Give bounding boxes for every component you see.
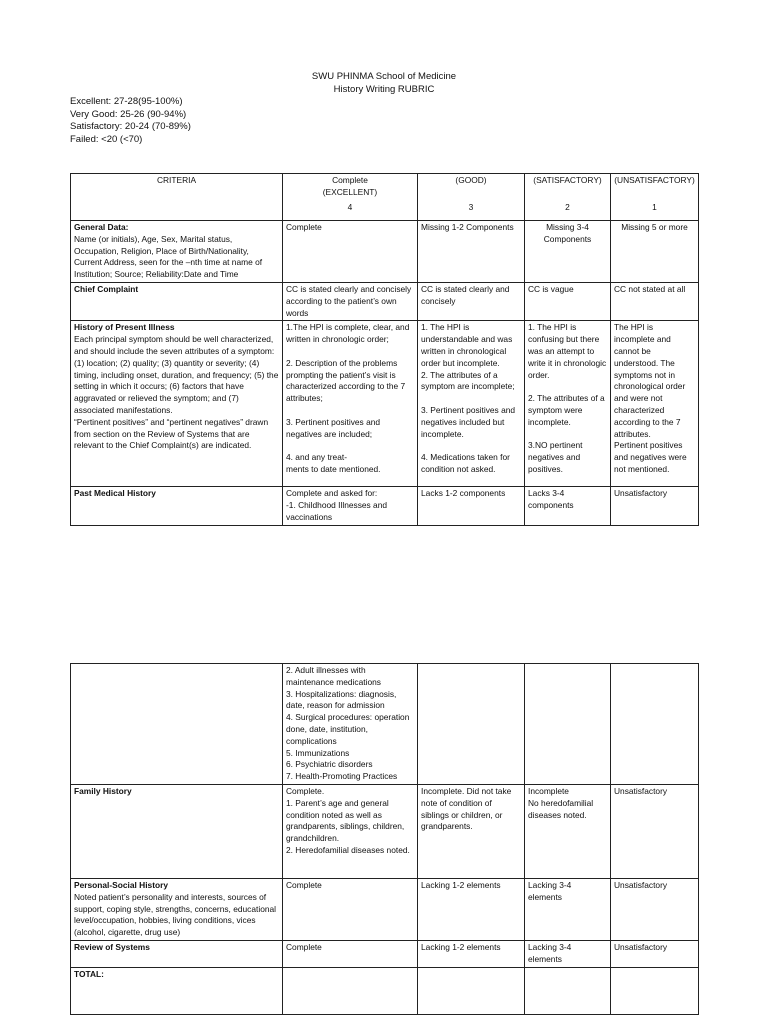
- excellent-cell: 1.The HPI is complete, clear, and written in chronologic order; 2. Description of the problems prompting the patient’s visit is characterized according to the 7 attributes; 3. Pertinent positives and negatives are included; 4. and any treat- ments to date mentioned.: [283, 321, 418, 487]
- rubric-table-page2: [70, 663, 699, 1015]
- satisfactory-cell: Missing 3-4 Components: [525, 221, 611, 283]
- excellent-cell: Complete and asked for: -1. Childhood Illnesses and vaccinations: [283, 487, 418, 525]
- unsatisfactory-cell: CC not stated at all: [611, 282, 699, 320]
- total-satisfactory-cell: [525, 967, 611, 1014]
- good-cell: Incomplete. Did not take note of condition of siblings or children, or grandparents.: [418, 784, 525, 878]
- good-cell: Lacks 1-2 components: [418, 487, 525, 525]
- satisfactory-cell: Lacking 3-4 elements: [525, 878, 611, 940]
- criteria-cell: Personal-Social History Noted patient’s personality and interests, sources of support, coping style, strengths, concerns, educational level/occupation, hobbies, living conditions, vices (alcohol, cigarette, drug use): [71, 878, 283, 940]
- excellent-cell: Complete: [283, 878, 418, 940]
- criteria-cell: Past Medical History: [71, 487, 283, 525]
- row-past-medical-history: [71, 487, 699, 525]
- good-cell: Missing 1-2 Components: [418, 221, 525, 283]
- criteria-cell: [71, 664, 283, 785]
- row-family-history: [71, 784, 699, 878]
- header-criteria: CRITERIA: [71, 174, 283, 221]
- header-satisfactory: (SATISFACTORY) 2: [525, 174, 611, 221]
- excellent-cell: CC is stated clearly and concisely according to the patient’s own words: [283, 282, 418, 320]
- unsatisfactory-cell: Unsatisfactory: [611, 487, 699, 525]
- satisfactory-cell: CC is vague: [525, 282, 611, 320]
- rubric-title: History Writing RUBRIC: [333, 84, 435, 95]
- unsatisfactory-cell: Missing 5 or more: [611, 221, 699, 283]
- row-chief-complaint: [71, 282, 699, 320]
- table-header-row: [71, 174, 699, 221]
- unsatisfactory-cell: Unsatisfactory: [611, 784, 699, 878]
- grade-failed: Failed: <20 (<70): [70, 133, 143, 145]
- criteria-cell: History of Present Illness Each principal symptom should be well characterized, and should include the seven attributes of a symptom: (1) location; (2) quality; (3) quantity or severity; (4) timing, including onset, duration, and frequency; (5) the setting in which it occurs; (6) factors that have aggravated or relieved the symptom; and (7) associated manifestations. “Pertinent positives” and “pertinent negatives” drawn from section on the Review of Systems that are relevant to the Chief Complaint(s) are indicated.: [71, 321, 283, 487]
- rubric-table-page1: [70, 173, 699, 526]
- grade-satisfactory: Satisfactory: 20-24 (70-89%): [70, 121, 191, 132]
- total-label: TOTAL:: [71, 967, 283, 1014]
- school-name: SWU PHINMA School of Medicine: [311, 71, 457, 82]
- header-unsatisfactory: (UNSATISFACTORY) 1: [611, 174, 699, 221]
- good-cell: [418, 664, 525, 785]
- row-total: [71, 967, 699, 1014]
- excellent-cell: 2. Adult illnesses with maintenance medications 3. Hospitalizations: diagnosis, date, reason for admission 4. Surgical procedures: operation done, date, institution, complications 5. Immunizations 6. Psychiatric disorders 7. Health-Promoting Practices: [283, 664, 418, 785]
- grade-excellent: Excellent: 27-28(95-100%): [70, 96, 183, 107]
- criteria-cell: General Data: Name (or initials), Age, Sex, Marital status, Occupation, Religion, Place of Birth/Nationality, Current Address, seen for the –nth time at name of Institution; Source; Reliability:Date and Time: [71, 221, 283, 283]
- satisfactory-cell: Lacks 3-4 components: [525, 487, 611, 525]
- document-header: [0, 70, 768, 96]
- row-past-medical-history-continued: [71, 664, 699, 785]
- satisfactory-cell: [525, 664, 611, 785]
- total-good-cell: [418, 967, 525, 1014]
- unsatisfactory-cell: Unsatisfactory: [611, 878, 699, 940]
- criteria-cell: Chief Complaint: [71, 282, 283, 320]
- excellent-cell: Complete. 1. Parent’s age and general condition noted as well as grandparents, siblings, children, grandchildren. 2. Heredofamilial diseases noted.: [283, 784, 418, 878]
- good-cell: CC is stated clearly and concisely: [418, 282, 525, 320]
- excellent-cell: Complete: [283, 940, 418, 967]
- unsatisfactory-cell: The HPI is incomplete and cannot be understood. The symptoms not in chronological order and were not characterized according to the 7 attributes. Pertinent positives and negatives were not mentioned.: [611, 321, 699, 487]
- header-excellent: Complete (EXCELLENT) 4: [283, 174, 418, 221]
- row-personal-social-history: [71, 878, 699, 940]
- criteria-cell: Family History: [71, 784, 283, 878]
- satisfactory-cell: 1. The HPI is confusing but there was an attempt to write it in chronologic order. 2. The attributes of a symptom were incomplete. 3.NO pertinent negatives and positives.: [525, 321, 611, 487]
- satisfactory-cell: Incomplete No heredofamilial diseases noted.: [525, 784, 611, 878]
- header-good: (GOOD) 3: [418, 174, 525, 221]
- grade-very-good: Very Good: 25-26 (90-94%): [70, 108, 187, 120]
- row-general-data: [71, 221, 699, 283]
- criteria-cell: Review of Systems: [71, 940, 283, 967]
- good-cell: Lacking 1-2 elements: [418, 940, 525, 967]
- good-cell: Lacking 1-2 elements: [418, 878, 525, 940]
- excellent-cell: Complete: [283, 221, 418, 283]
- row-history-of-present-illness: [71, 321, 699, 487]
- total-excellent-cell: [283, 967, 418, 1014]
- good-cell: 1. The HPI is understandable and was written in chronological order but incomplete. 2. The attributes of a symptom are incomplete; 3. Pertinent positives and negatives included but incomplete. 4. Medications taken for condition not asked.: [418, 321, 525, 487]
- satisfactory-cell: Lacking 3-4 elements: [525, 940, 611, 967]
- row-review-of-systems: [71, 940, 699, 967]
- unsatisfactory-cell: Unsatisfactory: [611, 940, 699, 967]
- grading-scale: [70, 96, 191, 146]
- unsatisfactory-cell: [611, 664, 699, 785]
- total-unsatisfactory-cell: [611, 967, 699, 1014]
